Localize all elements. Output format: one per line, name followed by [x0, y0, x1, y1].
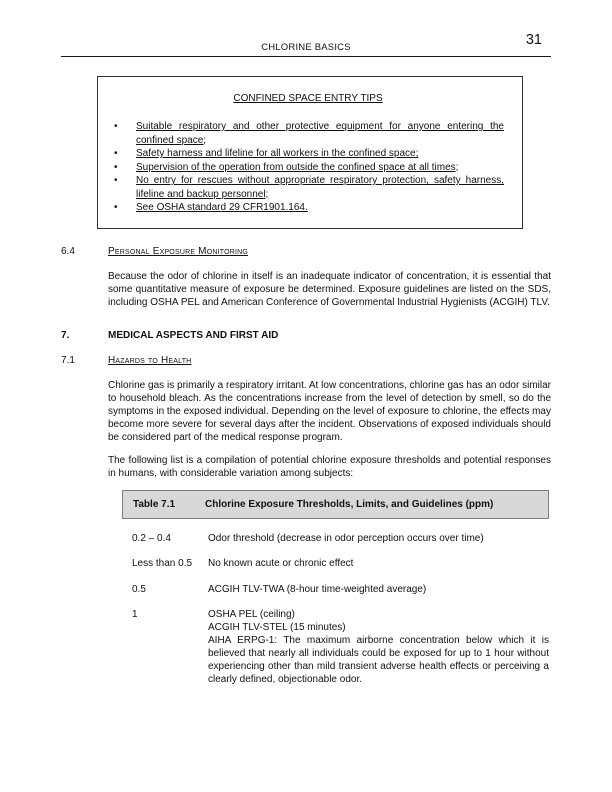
threshold-description	[208, 608, 549, 686]
threshold-description: Odor threshold (decrease in odor perception occurs over time)	[208, 532, 484, 544]
section-heading: MEDICAL ASPECTS AND FIRST AID	[108, 329, 279, 341]
bullet-icon: •	[114, 161, 118, 173]
tips-item-text: Supervision of the operation from outside the confined space at all times;	[136, 161, 459, 173]
section-number: 6.4	[61, 245, 75, 257]
paragraph: The following list is a compilation of potential chlorine exposure thresholds and potential responses in humans, with considerable variation among subjects:	[108, 454, 551, 479]
tips-item-text: Suitable respiratory and other protective equipment for anyone entering the confined space;	[136, 121, 504, 146]
table-row	[132, 557, 549, 570]
description-line: OSHA PEL (ceiling)	[208, 609, 295, 620]
table-row	[132, 608, 549, 686]
page-number: 31	[525, 32, 542, 48]
table-row	[132, 532, 549, 545]
description-line: AIHA ERPG-1: The maximum airborne concentration below which it is believed that nearly all individuals could be exposed for up to 1 hour without experiencing other than mild transient adverse health effects or perceiving a clearly defined, objectionable odor.	[208, 635, 549, 685]
threshold-value: 1	[132, 609, 138, 620]
tips-list	[112, 120, 504, 215]
tips-item-text: No entry for rescues without appropriate respiratory protection, safety harness, lifeline and backup personnel;	[136, 175, 504, 200]
section-7-heading-row	[61, 329, 551, 342]
list-item	[112, 174, 504, 201]
table-header	[122, 490, 549, 519]
section-number: 7.1	[61, 354, 75, 366]
section-7-1-heading-row	[61, 354, 551, 367]
table-label: Table 7.1	[133, 498, 176, 510]
threshold-description: No known acute or chronic effect	[208, 558, 354, 569]
threshold-value: 0.5	[132, 583, 146, 595]
table-body	[122, 532, 549, 687]
bullet-icon: •	[114, 175, 118, 186]
section-6-4-heading-row	[61, 245, 551, 258]
table-row	[132, 583, 549, 596]
list-item	[112, 120, 504, 147]
paragraph: Because the odor of chlorine in itself is an inadequate indicator of concentration, it is essential that some quantitative measure of exposure be determined. Exposure guidelines are listed on the SDS, including OSHA PEL and American Conference of Governmental Industrial Hygienists (ACGIH) TLV.	[108, 270, 551, 308]
tips-box-title: CONFINED SPACE ENTRY TIPS	[233, 93, 383, 104]
exposure-table	[122, 490, 549, 687]
section-heading: Personal Exposure Monitoring	[108, 245, 249, 257]
bullet-icon: •	[114, 148, 118, 159]
page-header	[61, 32, 551, 57]
bullet-icon: •	[114, 121, 118, 132]
list-item	[112, 147, 504, 161]
section-heading: Hazards to Health	[108, 354, 192, 366]
table-title: Chlorine Exposure Thresholds, Limits, and Guidelines (ppm)	[205, 498, 494, 510]
bullet-icon: •	[114, 202, 118, 213]
tips-box	[97, 76, 523, 229]
list-item	[112, 201, 504, 215]
threshold-description: ACGIH TLV-TWA (8-hour time-weighted average)	[208, 583, 427, 595]
list-item	[112, 161, 504, 175]
running-title: CHLORINE BASICS	[261, 42, 351, 53]
threshold-value: Less than 0.5	[132, 558, 193, 569]
section-number: 7.	[61, 329, 70, 341]
paragraph: Chlorine gas is primarily a respiratory irritant. At low concentrations, chlorine gas has an odor similar to household bleach. As the concentrations increase from the level of detection by smell, so do the symptoms in the exposed individual. Depending on the level of exposure to chlorine, the effects may become more severe for several days after the incident. Observations of exposed individuals should be considered part of the medical response program.	[108, 379, 551, 443]
threshold-value: 0.2 – 0.4	[132, 532, 171, 544]
description-line: ACGIH TLV-STEL (15 minutes)	[208, 622, 346, 633]
tips-item-text: Safety harness and lifeline for all workers in the confined space;	[136, 148, 419, 159]
tips-item-text: See OSHA standard 29 CFR1901.164.	[136, 202, 308, 213]
